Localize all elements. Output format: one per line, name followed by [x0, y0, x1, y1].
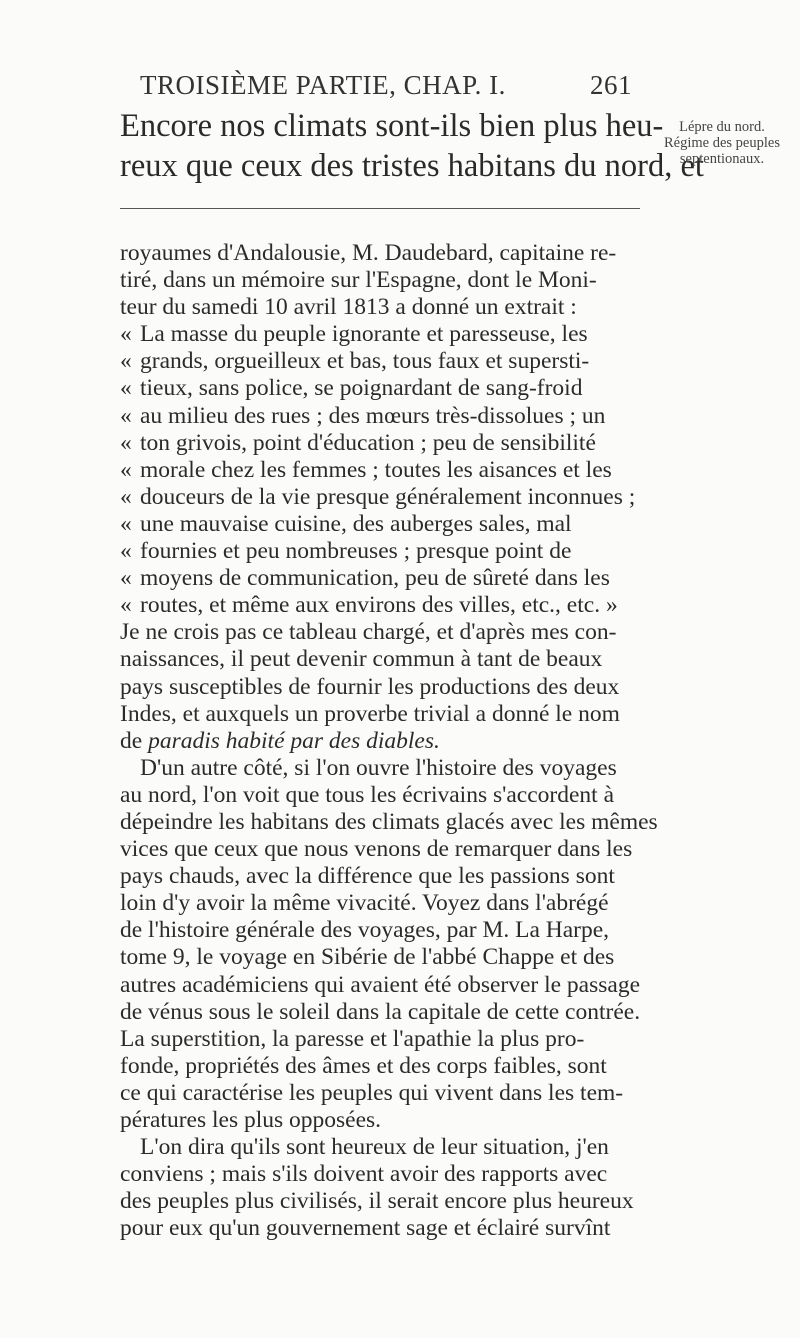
quote-mark: « [120, 321, 132, 348]
footnote-line-text: de [120, 727, 149, 754]
quote-mark: « [120, 538, 132, 565]
footnote-line [120, 565, 642, 592]
footnote-line-text: fournies et peu nombreuses ; presque point de [140, 538, 572, 565]
footnote-line [120, 375, 642, 402]
footnote [120, 240, 658, 1242]
footnote-line-text: D'un autre côté, si l'on ouvre l'histoire des voyages [140, 754, 617, 781]
footnote-line [120, 267, 642, 294]
lead-paragraph [120, 106, 704, 186]
footnote-line-text: tieux, sans police, se poignardant de sang-froid [140, 375, 583, 402]
lead-line: reux que ceux des tristes habitans du nord, et [120, 148, 704, 184]
footnote-line [120, 890, 642, 917]
footnote-line [120, 592, 642, 619]
footnote-line-text: L'on dira qu'ils sont heureux de leur situation, j'en [140, 1134, 609, 1161]
footnote-line-text: une mauvaise cuisine, des auberges sales, mal [140, 510, 572, 537]
footnote-line [120, 701, 642, 728]
footnote-line-text: au nord, l'on voit que tous les écrivains s'accordent à [120, 781, 614, 808]
footnote-line [120, 321, 642, 348]
footnote-line [120, 917, 642, 944]
quote-mark: « [120, 348, 132, 375]
footnote-line-text: fonde, propriétés des âmes et des corps faibles, sont [120, 1052, 607, 1079]
quote-mark: « [120, 510, 132, 537]
footnote-line-text: vices que ceux que nous venons de remarquer dans les [120, 836, 633, 863]
footnote-line-text: de l'histoire générale des voyages, par M. La Harpe, [120, 917, 610, 944]
footnote-line [120, 1161, 642, 1188]
footnote-line [120, 1188, 642, 1215]
page-number: 261 [590, 70, 632, 100]
footnote-line-text: pays chauds, avec la différence que les passions sont [120, 863, 615, 890]
footnote-line-text: au milieu des rues ; des mœurs très-dissolues ; un [140, 402, 606, 429]
footnote-line-text: pour eux qu'un gouvernement sage et éclairé survînt [120, 1215, 611, 1242]
footnote-line-text: autres académiciens qui avaient été observer le passage [120, 971, 641, 998]
footnote-line [120, 348, 642, 375]
footnote-line [120, 1134, 642, 1161]
footnote-line-text: moyens de communication, peu de sûreté dans les [140, 565, 610, 592]
footnote-line [120, 646, 642, 673]
footnote-line-text: La superstition, la paresse et l'apathie la plus pro- [120, 1025, 585, 1052]
footnote-line [120, 1080, 642, 1107]
footnote-line [120, 1215, 642, 1242]
footnote-rule [120, 208, 640, 209]
footnote-line-text: tome 9, le voyage en Sibérie de l'abbé Chappe et des [120, 944, 615, 971]
footnote-line-text: de vénus sous le soleil dans la capitale de cette contrée. [120, 998, 641, 1025]
footnote-line-text: morale chez les femmes ; toutes les aisances et les [140, 456, 612, 483]
quote-mark: « [120, 483, 132, 510]
footnote-line-text: pays susceptibles de fournir les productions des deux [120, 673, 620, 700]
footnote-line [120, 294, 642, 321]
footnote-line-text: royaumes d'Andalousie, M. Daudebard, capitaine re- [120, 240, 617, 266]
footnote-line-text: dépeindre les habitans des climats glacés avec les mêmes [120, 808, 658, 835]
footnote-line [120, 457, 642, 484]
footnote-line [120, 403, 642, 430]
footnote-line [120, 484, 642, 511]
footnote-line-text: teur du samedi 10 avril 1813 a donné un extrait : [120, 294, 577, 321]
footnote-line [120, 619, 642, 646]
footnote-line [120, 1053, 642, 1080]
footnote-line [120, 836, 642, 863]
running-title: TROISIÈME PARTIE, CHAP. I. [140, 70, 506, 100]
footnote-line-text: des peuples plus civilisés, il serait encore plus heureux [120, 1188, 634, 1215]
footnote-line [120, 944, 642, 971]
footnote-line-text: naissances, il peut devenir commun à tant de beaux [120, 646, 603, 673]
footnote-line-text: douceurs de la vie presque généralement inconnues ; [140, 483, 636, 510]
lead-line: Encore nos climats sont-ils bien plus heu- [120, 108, 664, 144]
footnote-line [120, 538, 642, 565]
footnote-line-text: routes, et même aux environs des villes, etc., etc. » [140, 592, 618, 619]
quote-mark: « [120, 375, 132, 402]
footnote-line-text: ton grivois, point d'éducation ; peu de sensibilité [140, 429, 596, 456]
footnote-line [120, 430, 642, 457]
footnote-line [120, 240, 642, 267]
quote-mark: « [120, 592, 132, 619]
footnote-line [120, 674, 642, 701]
footnote-line-text: ce qui caractérise les peuples qui vivent dans les tem- [120, 1079, 624, 1106]
footnote-line [120, 1026, 642, 1053]
footnote-line-text: loin d'y avoir la même vivacité. Voyez dans l'abrégé [120, 890, 609, 917]
footnote-line [120, 755, 642, 782]
footnote-line [120, 863, 642, 890]
footnote-line [120, 1107, 642, 1134]
italic-phrase: paradis habité par des diables. [148, 727, 440, 754]
footnote-line [120, 728, 642, 755]
footnote-line [120, 782, 642, 809]
footnote-line-text: tiré, dans un mémoire sur l'Espagne, dont le Moni- [120, 267, 597, 294]
margin-note-lepre: Lépre du nord. [679, 119, 765, 135]
footnote-line [120, 999, 642, 1026]
footnote-line-text: Je ne crois pas ce tableau chargé, et d'après mes con- [120, 619, 617, 646]
footnote-line-text: Indes, et auxquels un proverbe trivial a donné le nom [120, 700, 620, 727]
quote-mark: « [120, 429, 132, 456]
footnote-line-text: conviens ; mais s'ils doivent avoir des rapports avec [120, 1161, 608, 1188]
footnote-line-text: pératures les plus opposées. [120, 1107, 382, 1133]
footnote-line [120, 808, 658, 836]
quote-mark: « [120, 565, 132, 592]
footnote-line-text: grands, orgueilleux et bas, tous faux et supersti- [140, 348, 590, 375]
margin-note-regime: Régime des peuples septentionaux. [664, 135, 780, 167]
footnote-line-text: La masse du peuple ignorante et paresseuse, les [140, 321, 588, 348]
footnote-line [120, 972, 642, 999]
quote-mark: « [120, 456, 132, 483]
quote-mark: « [120, 402, 132, 429]
footnote-line [120, 511, 642, 538]
